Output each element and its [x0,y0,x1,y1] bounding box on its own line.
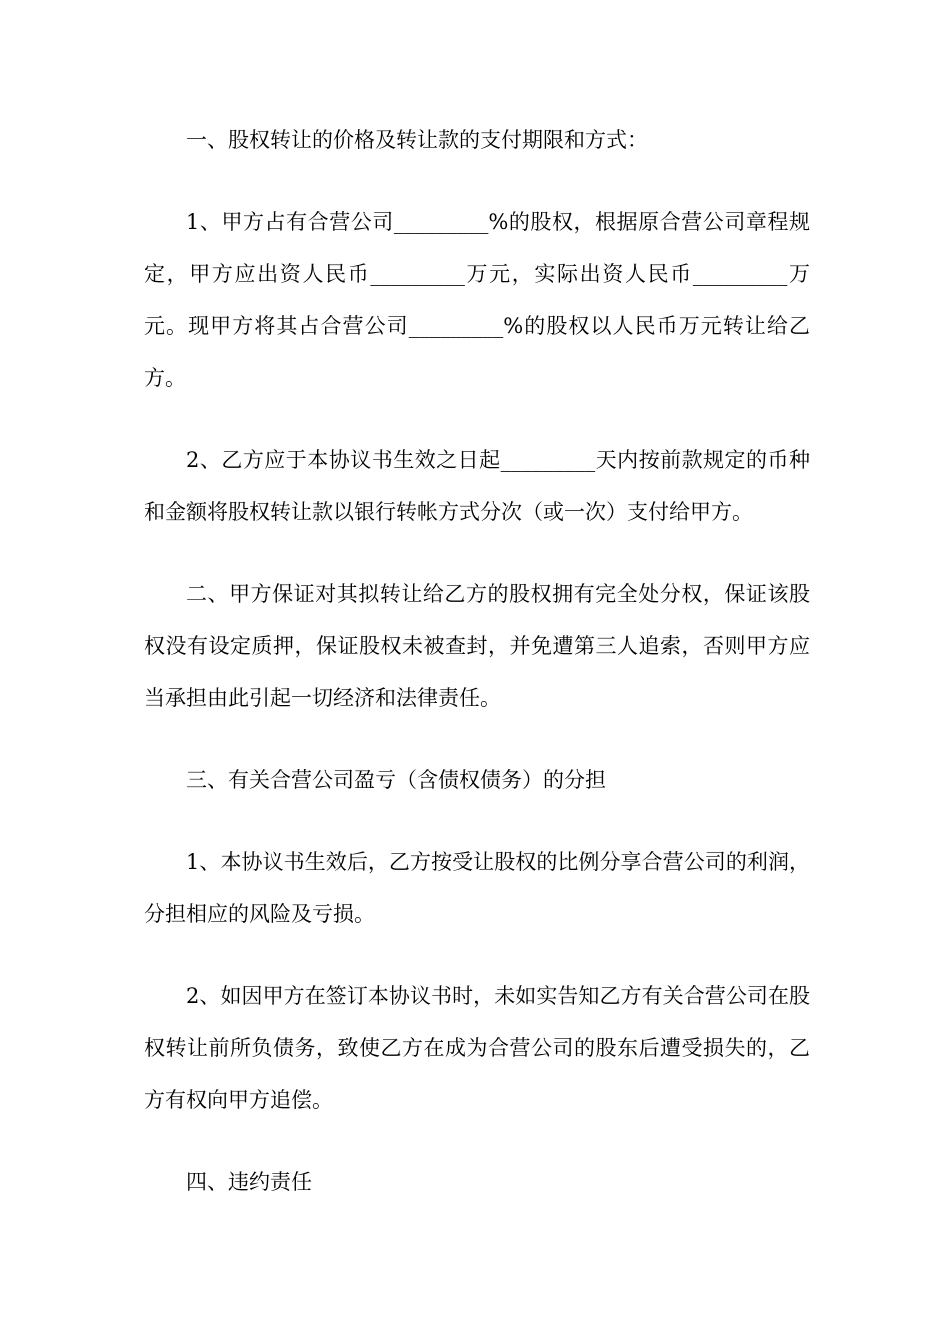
document-body [144,114,810,1238]
clause-payment-term: 2、乙方应于本协议书生效之日起_________天内按前款规定的币种和金额将股权转让款以银行转帐方式分次（或一次）支付给甲方。 [144,448,810,524]
section-heading-profit-loss: 三、有关合营公司盈亏（含债权债务）的分担 [186,768,606,792]
clause-share-price: 1、甲方占有合营公司_________%的股权，根据原合营公司章程规定，甲方应出资人民币_________万元，实际出资人民币_________万元。现甲方将其占合营公司_________%的股权以人民币万元转让给乙方。 [144,210,810,390]
section-warranty: 二、甲方保证对其拟转让给乙方的股权拥有完全处分权，保证该股权没有设定质押，保证股权未被查封，并免遭第三人追索，否则甲方应当承担由此引起一切经济和法律责任。 [144,582,810,710]
section-heading-liability: 四、违约责任 [186,1170,312,1194]
clause-debt-recourse: 2、如因甲方在签订本协议书时，未如实告知乙方有关合营公司在股权转让前所负债务，致使乙方在成为合营公司的股东后遭受损失的，乙方有权向甲方追偿。 [144,984,810,1112]
clause-profit-sharing: 1、本协议书生效后，乙方按受让股权的比例分享合营公司的利润，分担相应的风险及亏损。 [144,850,810,926]
section-heading-price-payment: 一、股权转让的价格及转让款的支付期限和方式： [186,128,648,152]
